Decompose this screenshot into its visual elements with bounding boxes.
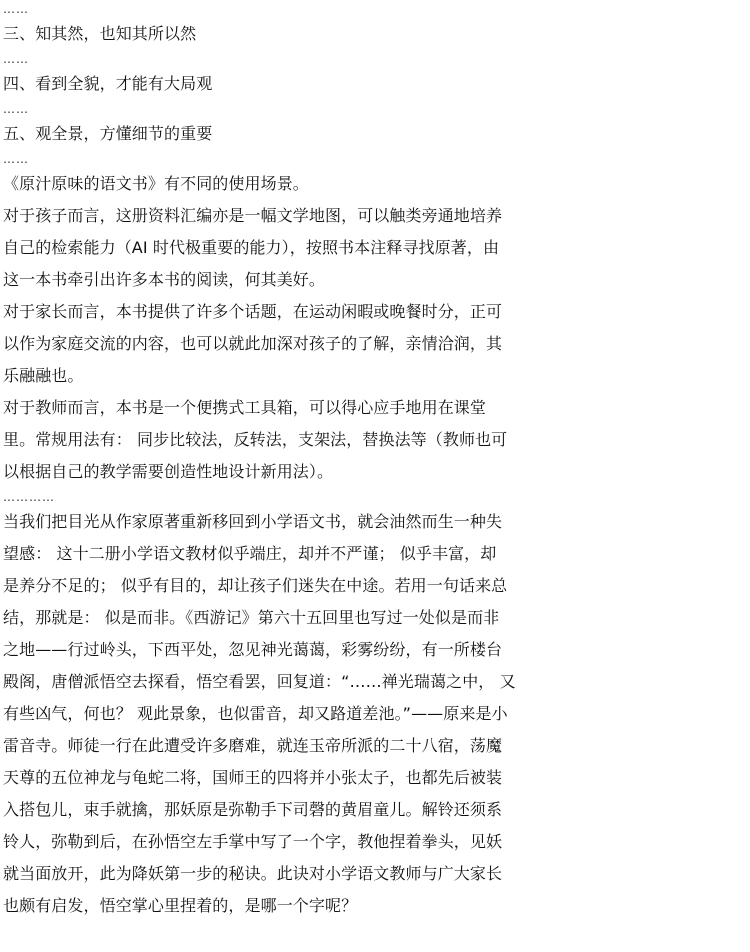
- text-line: 五、观全景，方懂细节的重要: [3, 124, 213, 143]
- text-line: 对于教师而言，本书是一个便携式工具箱，可以得心应手地用在课堂: [3, 398, 487, 417]
- text-line: 自己的检索能力（AI 时代极重要的能力），按照书本注释寻找原著，由: [3, 238, 500, 257]
- ellipsis-separator: ……: [3, 2, 29, 16]
- text-line: 雷音寺。师徒一行在此遭受许多磨难，就连玉帝所派的二十八宿，荡魔: [3, 736, 503, 755]
- text-line: 天尊的五位神龙与龟蛇二将，国师王的四将并小张太子，也都先后被装: [3, 768, 503, 787]
- ellipsis-separator: …………: [3, 490, 55, 504]
- text-line: 有些凶气，何也？ 观此景象，也似雷音，却又路道差池。”——原来是小: [3, 704, 508, 723]
- text-line: 乐融融也。: [3, 366, 84, 385]
- text-line: 结，那就是： 似是而非。《西游记》第六十五回里也写过一处似是而非: [3, 608, 500, 627]
- text-line: 也颇有启发，悟空掌心里捏着的，是哪一个字呢？: [3, 896, 358, 915]
- text-line: 以根据自己的教学需要创造性地设计新用法）。: [3, 462, 334, 481]
- text-line: 对于孩子而言，这册资料汇编亦是一幅文学地图，可以触类旁通地培养: [3, 206, 503, 225]
- text-line: 殿阁，唐僧派悟空去探看，悟空看罢，回复道：“……禅光瑞蔼之中， 又: [3, 672, 516, 691]
- text-line: 铃人，弥勒到后，在孙悟空左手掌中写了一个字，教他捏着拳头，见妖: [3, 832, 503, 851]
- text-line: 四、看到全貌，才能有大局观: [3, 74, 213, 93]
- ellipsis-separator: ……: [3, 152, 29, 166]
- text-line: 里。常规用法有： 同步比较法，反转法，支架法，替换法等（教师也可: [3, 430, 508, 449]
- text-line: 这一本书牵引出许多本书的阅读，何其美好。: [3, 270, 326, 289]
- text-line: 入搭包儿，束手就擒，那妖原是弥勒手下司磬的黄眉童儿。解铃还须系: [3, 800, 503, 819]
- text-line: 三、知其然，也知其所以然: [3, 24, 197, 43]
- ellipsis-separator: ……: [3, 52, 29, 66]
- text-line: 《原汁原味的语文书》有不同的使用场景。: [3, 174, 309, 193]
- text-line: 对于家长而言，本书提供了许多个话题，在运动闲暇或晚餐时分，正可: [3, 302, 503, 321]
- text-line: 以作为家庭交流的内容，也可以就此加深对孩子的了解，亲情洽润，其: [3, 334, 503, 353]
- text-line: 就当面放开，此为降妖第一步的秘诀。此诀对小学语文教师与广大家长: [3, 864, 503, 883]
- text-line: 当我们把目光从作家原著重新移回到小学语文书，就会油然而生一种失: [3, 512, 503, 531]
- text-line: 望感： 这十二册小学语文教材似乎端庄，却并不严谨； 似乎丰富，却: [3, 544, 497, 563]
- text-line: 是养分不足的； 似乎有目的，却让孩子们迷失在中途。若用一句话来总: [3, 576, 508, 595]
- ellipsis-separator: ……: [3, 102, 29, 116]
- text-line: 之地——行过岭头，下西平处，忽见神光蔼蔼，彩雾纷纷，有一所楼台: [3, 640, 503, 659]
